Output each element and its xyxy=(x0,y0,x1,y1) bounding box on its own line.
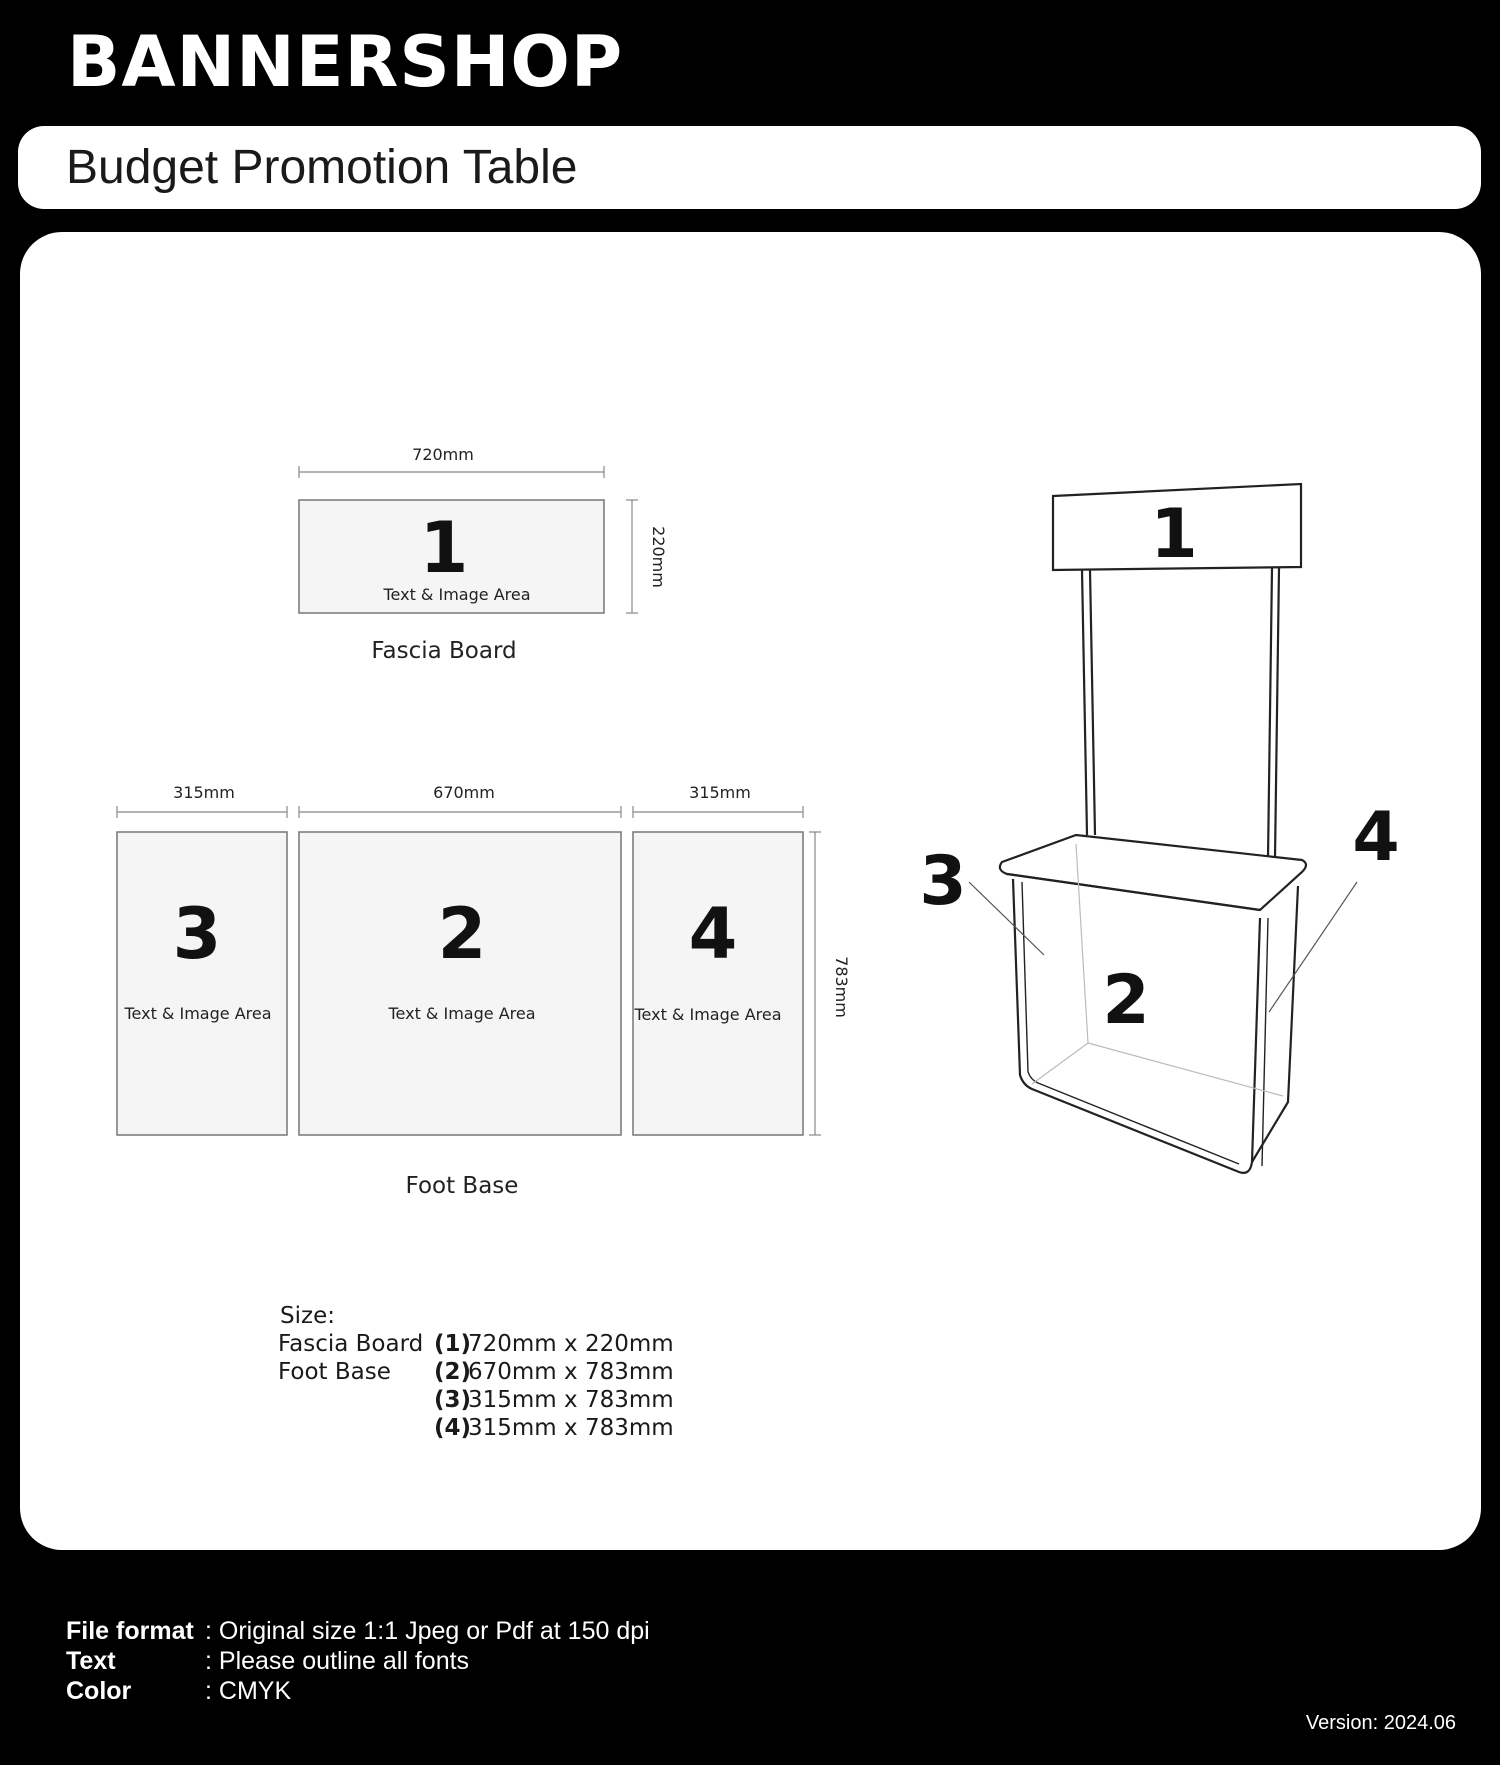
fascia-board-template xyxy=(299,445,668,664)
illustration-label-4: 4 xyxy=(1352,798,1400,877)
fascia-caption: Fascia Board xyxy=(371,638,517,664)
leader-line-3 xyxy=(969,882,1044,955)
illustration-table-top xyxy=(1000,835,1306,910)
panel-2-area xyxy=(299,832,621,1135)
right-width-label: 315mm xyxy=(689,783,751,802)
size-row-1-dims: 720mm x 220mm xyxy=(468,1331,674,1357)
fascia-number: 1 xyxy=(419,507,469,589)
panel-3-number: 3 xyxy=(172,893,222,975)
brand-logo: BANNERSHOP xyxy=(67,21,624,103)
size-row-3-dims: 315mm x 783mm xyxy=(468,1387,674,1413)
foot-base-template xyxy=(117,783,851,1199)
table-illustration xyxy=(969,484,1357,1173)
size-row-1-number: (1) xyxy=(434,1331,472,1357)
illustration-label-3: 3 xyxy=(919,842,967,921)
panel-3-area xyxy=(117,832,287,1135)
spec-text-value: : Please outline all fonts xyxy=(205,1647,470,1675)
illustration-pole-right xyxy=(1268,568,1272,858)
spec-color-label: Color xyxy=(66,1677,132,1705)
fascia-height-label: 220mm xyxy=(649,526,668,588)
illustration-pole-right-inner xyxy=(1275,568,1279,858)
leader-line-4 xyxy=(1269,882,1357,1012)
size-foot-label: Foot Base xyxy=(278,1359,391,1385)
size-row-4-number: (4) xyxy=(434,1415,472,1441)
size-heading: Size: xyxy=(280,1303,335,1329)
size-fascia-label: Fascia Board xyxy=(278,1331,424,1357)
illustration-pole-left-inner xyxy=(1090,570,1095,835)
diagram-panel xyxy=(20,232,1481,1550)
size-row-3-number: (3) xyxy=(434,1387,472,1413)
spec-file-format-value: : Original size 1:1 Jpeg or Pdf at 150 dpi xyxy=(205,1617,650,1645)
spec-text-label: Text xyxy=(66,1647,116,1675)
panel-3-area-text: Text & Image Area xyxy=(124,1004,272,1023)
spec-color-value: : CMYK xyxy=(205,1677,292,1705)
panel-4-area-text: Text & Image Area xyxy=(634,1005,782,1024)
size-row-4-dims: 315mm x 783mm xyxy=(468,1415,674,1441)
panel-4-area xyxy=(633,832,803,1135)
illustration-label-2: 2 xyxy=(1102,961,1150,1040)
illustration-floor-edge xyxy=(1032,1043,1088,1084)
size-row-2-dims: 670mm x 783mm xyxy=(468,1359,674,1385)
title-bar xyxy=(18,126,1481,209)
version-label: Version: 2024.06 xyxy=(1305,1712,1456,1734)
panel-2-number: 2 xyxy=(437,893,487,975)
fascia-width-label: 720mm xyxy=(412,445,474,464)
size-row-2-number: (2) xyxy=(434,1359,472,1385)
illustration-pole-left xyxy=(1082,570,1087,835)
page-title: Budget Promotion Table xyxy=(66,141,578,194)
panel-2-area-text: Text & Image Area xyxy=(388,1004,536,1023)
fascia-area-text: Text & Image Area xyxy=(383,585,531,604)
center-width-label: 670mm xyxy=(433,783,495,802)
foot-base-caption: Foot Base xyxy=(405,1173,519,1199)
foot-height-label: 783mm xyxy=(832,956,851,1018)
panel-4-number: 4 xyxy=(688,893,738,975)
diagram-canvas xyxy=(20,232,1481,1550)
spec-file-format-label: File format xyxy=(66,1617,194,1645)
left-width-label: 315mm xyxy=(173,783,235,802)
illustration-right-frame-inner xyxy=(1262,918,1268,1166)
illustration-label-1: 1 xyxy=(1150,495,1198,574)
